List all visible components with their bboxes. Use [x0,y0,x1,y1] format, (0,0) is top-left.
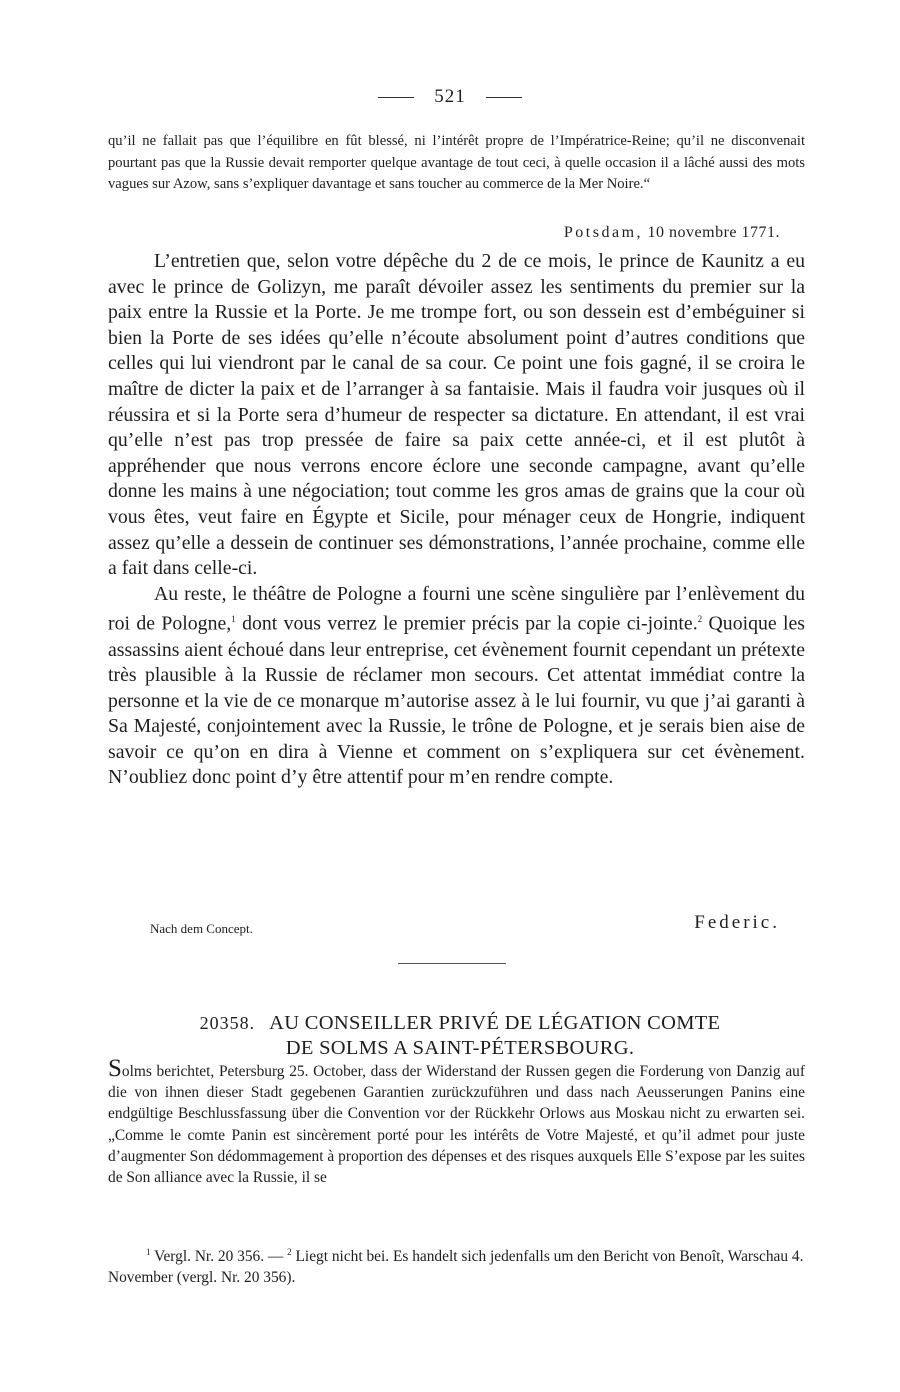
letter-paragraph-2-part-c: Quoique les assassins aient échoué dans leur entreprise, cet évènement fournit cependant un prétexte très plausible à la Russie de réclamer mon secours. Cet attentat immédiat contre la personne et la vie de ce monarque m’autorise assez à le lui fournir, vu que j’ai garanti à Sa Majesté, conjointement avec la Russie, le trône de Pologne, et je serais bien aise de savoir ce qu’on en dira à Vienne et comment on s’expliquera sur cet évènement. N’oubliez donc point d’y être attentif pour m’en rendre compte. [108,612,805,789]
document-title-line-1: AU CONSEILLER PRIVÉ DE LÉGATION COMTE [269,1012,721,1034]
dateline [564,224,780,242]
dateline-date: 10 novembre 1771. [647,224,780,241]
section-divider [398,963,506,964]
letter-paragraph-2-part-b: dont vous verrez le premier précis par la copie ci-jointe. [235,612,698,635]
header-rule-left [378,97,414,98]
summary-paragraph [108,1055,805,1188]
footnote-2-marker: 2 [287,1247,292,1257]
quoted-passage-text: qu’il ne fallait pas que l’équilibre en fût blessé, ni l’intérêt propre de l’Impératrice-Reine; qu’il ne disconvenait pourtant pas que la Russie devait remporter quelque avantage de tout ceci, à quelle occasion il a lâché aussi des mots vagues sur Azow, sans s’expliquer davantage et sans toucher au commerce de la Mer Noire.“ [108,133,805,193]
quoted-passage [108,131,805,196]
summary-initial: S [108,1055,122,1082]
signature: Federic. [694,912,780,933]
header-rule-right [486,97,522,98]
footnotes [108,1242,805,1289]
footnote-line [108,1242,805,1289]
running-header [0,86,900,108]
letter-body [108,249,805,791]
footnote-1-text: Vergl. Nr. 20 356. — [150,1248,288,1266]
footnote-1-marker: 1 [146,1247,151,1257]
source-note: Nach dem Concept. [150,921,253,936]
letter-paragraph-1: L’entretien que, selon votre dépêche du 2 de ce mois, le prince de Kaunitz a eu avec le prince de Golizyn, me paraît dévoiler assez les sentiments du premier sur la paix entre la Russie et la Porte. Je me trompe fort, ou son dessein est d’embéguiner si bien la Porte de ses idées qu’elle n’écoute absolument point d’autres conditions que celles qui lui viendront par le canal de sa cour. Ce point une fois gagné, il se croira le maître de dicter la paix et de l’arranger à sa fantaisie. Mais il faudra voir jusques où il réussira et si la Porte sera d’humeur de respecter sa dictature. En attendant, il est vrai qu’elle n’est pas trop pressée de faire sa paix cette année-ci, et il est plutôt à appréhender que nous verrons encore éclore une seconde campagne, avant qu’elle donne les mains à une négociation; tout comme les gros amas de grains que la cour où vous êtes, veut faire en Égypte et Sicile, pour ménager ceux de Hongrie, indiquent assez qu’elle a dessein de continuer ses démonstrations, l’année prochaine, comme elle a fait dans celle-ci. [108,250,805,580]
letter-paragraph-2-part-a: Au reste, le théâtre de Pologne a fourni une scène singulière par l’enlèvement du roi de Pologne, [108,582,805,635]
page-number: 521 [434,86,466,107]
letter-paragraph-2 [108,582,805,791]
footnote-marker-2: 2 [697,614,703,625]
document-heading [140,1011,780,1061]
footnote-marker-1: 1 [231,614,236,625]
dateline-place: Potsdam, [563,224,644,241]
document-summary [108,1055,805,1188]
summary-text: olms berichtet, Petersburg 25. October, dass der Widerstand der Russen gegen die Forderung von Danzig auf die von ihnen dieser Stadt gegebenen Garantien zurückzuführen und dass nach Aeusserungen Panins eine endgültige Beschlussfassung über die Convention vor der Rückkehr Orlows aus Moskau nicht zu erwarten sei. „Comme le comte Panin est sincèrement porté pour les intérêts de Votre Majesté, et qu’il admet pour juste d’augmenter Son dédommagement à proportion des dépenses et des risques auxquels Elle S’expose par les suites de Son alliance avec la Russie, il se [108,1063,805,1187]
document-title-line-2: DE SOLMS A SAINT-PÉTERSBOURG. [285,1037,635,1059]
document-number: 20358. [199,1013,256,1033]
footnote-2-text: Liegt nicht bei. Es handelt sich jedenfalls um den Bericht von Benoît, Warschau 4. November (vergl. Nr. 20 356). [108,1248,804,1287]
